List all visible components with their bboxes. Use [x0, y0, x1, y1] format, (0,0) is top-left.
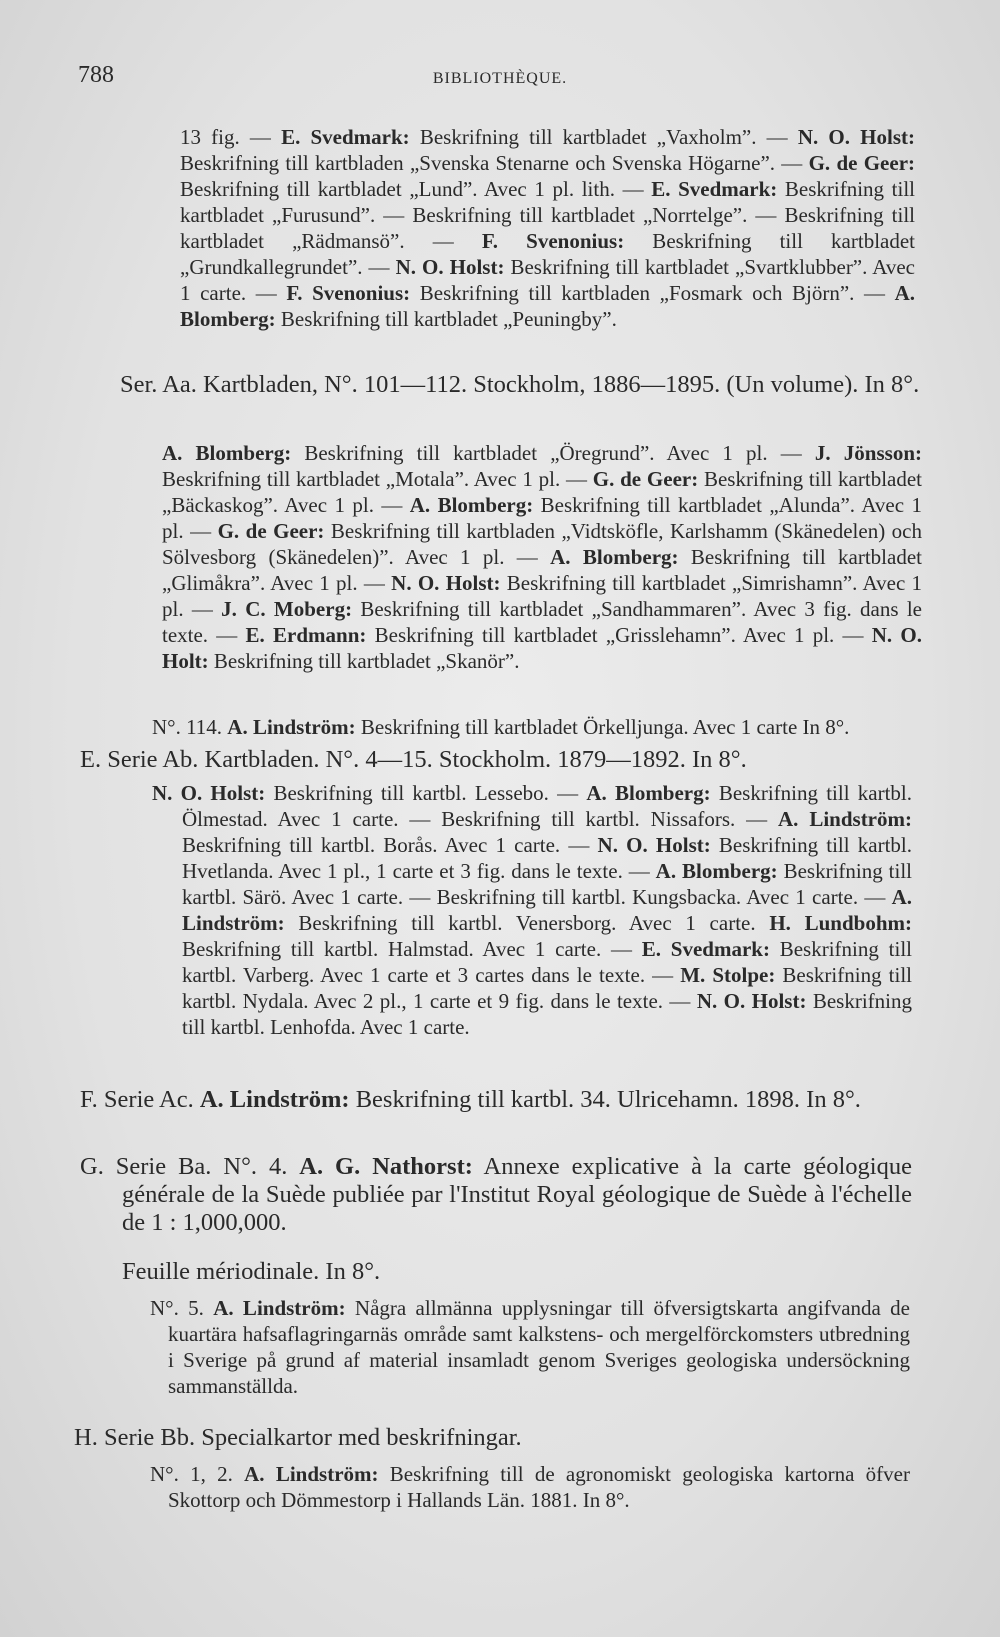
- author-name: G. de Geer:: [592, 467, 699, 491]
- author-name: A. Lindström:: [182, 885, 912, 935]
- paragraph: [0, 440, 922, 674]
- paragraph: [0, 780, 912, 1040]
- text-run: Beskrifning till kartbladet Örkelljunga. Avec 1 carte In 8°.: [355, 715, 850, 739]
- author-name: N. O. Holst:: [797, 125, 916, 149]
- text-run: Beskrifning till kartbladet „Bäckaskog”. Avec 1 pl. —: [162, 467, 922, 517]
- author-name: M. Stolpe:: [680, 963, 776, 987]
- entry-block: [0, 124, 1000, 332]
- paragraph: [0, 1461, 910, 1513]
- entry-block: [0, 780, 1000, 1040]
- text-run: Beskrifning till kartbl. Venersborg. Avec 1 carte.: [284, 911, 770, 935]
- text-run: E. Serie Ab. Kartbladen. N°. 4—15. Stockholm. 1879—1892. In 8°.: [80, 746, 747, 773]
- page-header: [70, 62, 930, 102]
- author-name: N. O. Holst:: [391, 571, 501, 595]
- author-name: E. Erdmann:: [245, 623, 367, 647]
- text-run: Beskrifning till kartbl. Nydala. Avec 2 pl., 1 carte et 9 fig. dans le texte. —: [182, 963, 912, 1013]
- text-run: Beskrifning till kartbladet „Grundkallegrundet”. —: [180, 229, 916, 279]
- author-name: A. Blomberg:: [655, 859, 778, 883]
- text-run: Beskrifning till kartbladen „Fosmark och Björn”. —: [410, 281, 895, 305]
- author-name: A. Blomberg:: [409, 493, 534, 517]
- author-name: N. O. Holst:: [597, 833, 711, 857]
- text-run: Beskrifning till kartbladet „Svartklubber”. Avec 1 carte. —: [180, 255, 915, 305]
- text-run: Beskrifning till kartbl. Halmstad. Avec 1 carte. —: [182, 937, 642, 961]
- section-heading: [0, 371, 1000, 399]
- author-name: A. Blomberg:: [180, 281, 916, 331]
- text-run: Beskrifning till kartbladet „Öregrund”. Avec 1 pl. —: [291, 441, 815, 465]
- paragraph: [0, 1153, 912, 1237]
- text-run: 13 fig. —: [180, 125, 282, 149]
- entry-block: [0, 1295, 1000, 1399]
- section-subheading: [0, 1258, 1000, 1286]
- page-number: 788: [78, 62, 114, 88]
- text-run: N°. 114.: [152, 715, 228, 739]
- text-run: Beskrifning till kartbl. Lenhofda. Avec 1 carte.: [182, 989, 913, 1039]
- paragraph: [0, 371, 922, 399]
- text-run: Beskrifning till kartbladet „Lund”. Avec 1 pl. lith. —: [180, 177, 652, 201]
- section-heading: [0, 746, 1000, 774]
- author-name: A. Blomberg:: [550, 545, 679, 569]
- text-run: Beskrifning till kartbl. Hvetlanda. Avec 1 pl., 1 carte et 3 fig. dans le texte. —: [182, 833, 912, 883]
- paragraph: [0, 1258, 912, 1286]
- author-name: A. G. Nathorst:: [299, 1153, 473, 1180]
- author-name: A. Lindström:: [244, 1462, 379, 1486]
- author-name: E. Svedmark:: [281, 125, 410, 149]
- text-run: F. Serie Ac.: [80, 1086, 200, 1113]
- text-run: Beskrifning till kartbladet „Skanör”.: [208, 649, 520, 673]
- paragraph: [0, 124, 915, 332]
- text-run: Beskrifning till kartbl. Varberg. Avec 1 carte et 3 cartes dans le texte. —: [182, 937, 912, 987]
- text-run: Ser. Aa. Kartbladen, N°. 101—112. Stockholm, 1886—1895. (Un volume). In 8°.: [120, 371, 920, 398]
- author-name: A. Lindström:: [213, 1296, 346, 1320]
- author-name: N. O. Holst:: [696, 989, 807, 1013]
- text-run: Beskrifning till kartbl. Lessebo. —: [265, 781, 587, 805]
- text-run: Beskrifning till kartbladen „Svenska Stenarne och Svenska Högarne”. —: [180, 151, 809, 175]
- entry-block: [0, 440, 1000, 674]
- paragraph: [0, 1295, 910, 1399]
- text-run: Beskrifning till kartbladet „Sandhammaren”. Avec 3 fig. dans le texte. —: [162, 597, 922, 647]
- text-run: Beskrifning till kartbladet „Vaxholm”. —: [409, 125, 798, 149]
- text-run: Beskrifning till de agronomiskt geologiska kartorna öfver Skottorp och Dömmestorp i Hallands Län. 1881. In 8°.: [168, 1462, 910, 1512]
- author-name: N. O. Holst:: [152, 781, 266, 805]
- paragraph: [0, 1424, 910, 1452]
- paragraph: [0, 1086, 912, 1114]
- text-run: Beskrifning till kartbladen „Vidtsköfle, Karlshamm (Skänedelen) och Sölvesborg (Skänedelen)”. Avec 1 pl. —: [162, 519, 922, 569]
- text-run: Beskrifning till kartbl. Särö. Avec 1 carte. — Beskrifning till kartbl. Kungsbacka. Avec 1 carte. —: [182, 859, 912, 909]
- author-name: G. de Geer:: [217, 519, 325, 543]
- section-heading: [0, 1424, 1000, 1452]
- text-run: G. Serie Ba. N°. 4.: [80, 1153, 300, 1180]
- text-run: Beskrifning till kartbladet „Alunda”. Avec 1 pl. —: [162, 493, 922, 543]
- section-heading: [0, 1153, 1000, 1237]
- entry-block: [0, 714, 1000, 740]
- author-name: H. Lundbohm:: [769, 911, 912, 935]
- author-name: A. Blomberg:: [162, 441, 292, 465]
- author-name: F. Svenonius:: [286, 281, 411, 305]
- author-name: A. Lindström:: [778, 807, 912, 831]
- text-run: Beskrifning till kartbladet „Peuningby”.: [275, 307, 617, 331]
- entry-block: [0, 1461, 1000, 1513]
- author-name: A. Blomberg:: [586, 781, 711, 805]
- text-run: Beskrifning till kartbladet „Glimåkra”. Avec 1 pl. —: [162, 545, 922, 595]
- text-run: N°. 5.: [150, 1296, 214, 1320]
- text-run: Beskrifning till kartbladet „Grisslehamn”. Avec 1 pl. —: [366, 623, 872, 647]
- text-run: Annexe explicative à la carte géologique générale de la Suède publiée par l'Institut Royal géologique de Suède à l'échelle de 1 : 1,000,000.: [122, 1153, 912, 1236]
- running-title: BIBLIOTHÈQUE.: [432, 70, 568, 87]
- author-name: A. Lindström:: [199, 1086, 350, 1113]
- author-name: G. de Geer:: [808, 151, 916, 175]
- author-name: J. C. Moberg:: [221, 597, 353, 621]
- text-run: H. Serie Bb. Specialkartor med beskrifningar.: [74, 1424, 522, 1451]
- text-run: Beskrifning till kartbl. 34. Ulricehamn. 1898. In 8°.: [349, 1086, 861, 1113]
- text-run: Beskrifning till kartbladet „Simrishamn”. Avec 1 pl. —: [162, 571, 923, 621]
- author-name: E. Svedmark:: [651, 177, 778, 201]
- author-name: J. Jönsson:: [814, 441, 922, 465]
- text-run: Beskrifning till kartbl. Borås. Avec 1 carte. —: [182, 833, 598, 857]
- author-name: N. O. Holst:: [395, 255, 505, 279]
- paragraph: [0, 746, 900, 774]
- author-name: F. Svenonius:: [481, 229, 625, 253]
- text-run: Beskrifning till kartbl. Ölmestad. Avec 1 carte. — Beskrifning till kartbl. Nissafors. —: [182, 781, 912, 831]
- author-name: N. O. Holt:: [162, 623, 923, 673]
- text-run: Feuille mériodinale. In 8°.: [122, 1258, 381, 1285]
- author-name: E. Svedmark:: [641, 937, 770, 961]
- text-run: Beskrifning till kartbladet „Furusund”. — Beskrifning till kartbladet „Norrtelge”. — Beskrifning till kartbladet „Rädmansö”. —: [180, 177, 915, 253]
- text-run: Några allmänna upplysningar till öfversigtskarta angifvanda de kuartära hafsaflagringarnäs område samt kalkstens- och mergelförckomsters utbredning i Sverige på grund af material insamladt genom Sveriges geologiska undersöckning sammanställda.: [168, 1296, 910, 1398]
- text-run: Beskrifning till kartbladet „Motala”. Avec 1 pl. —: [162, 467, 593, 491]
- text-run: N°. 1, 2.: [150, 1462, 245, 1486]
- author-name: A. Lindström:: [227, 715, 356, 739]
- section-heading: [0, 1086, 1000, 1114]
- paragraph: [0, 714, 927, 740]
